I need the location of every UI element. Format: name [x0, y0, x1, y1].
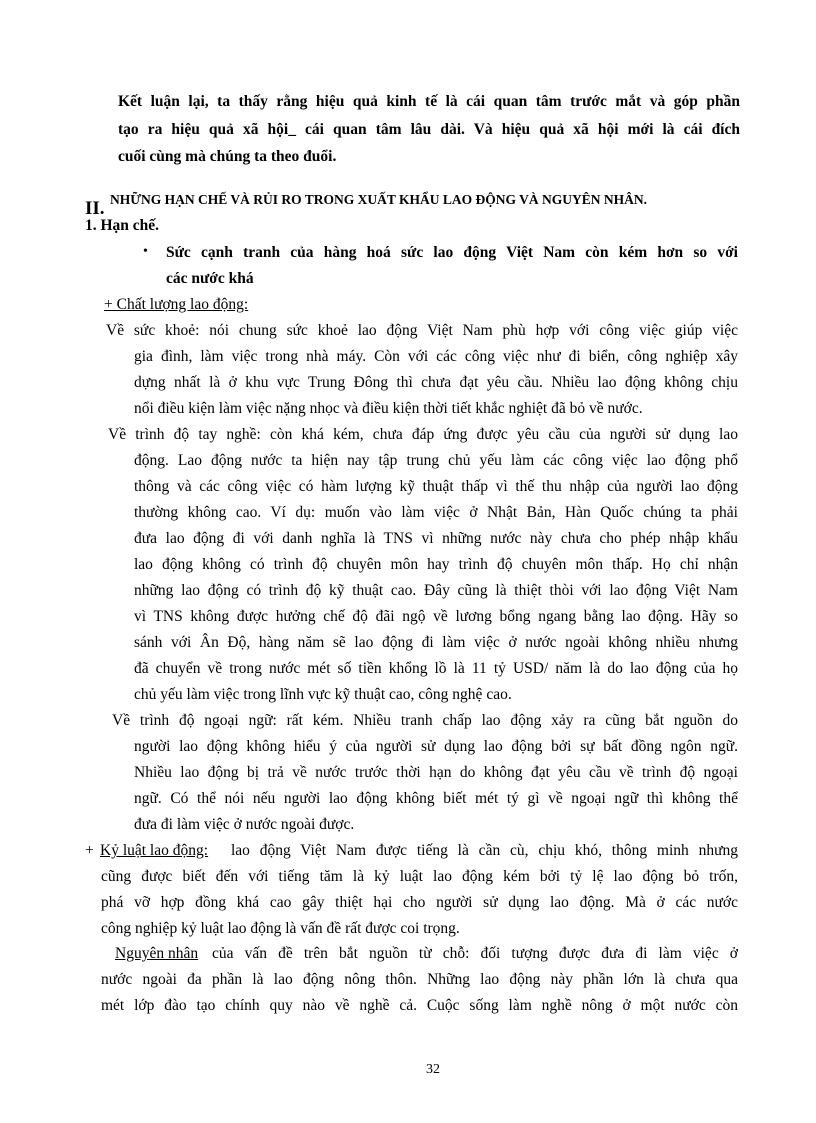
health-line: nổi điều kiện làm việc nặng nhọc và điều kiện thời tiết khắc nghiệt đã bỏ về nước.	[134, 400, 643, 417]
discipline-line: cũng được biết đến với tiếng tăm là kỷ luật lao động kém bởi tỷ lệ lao động bỏ trốn,	[101, 868, 738, 885]
quality-heading: + Chất lượng lao động:	[104, 296, 249, 313]
cause-heading: Nguyên nhân	[115, 945, 199, 962]
language-line: Về trình độ ngoại ngữ: rất kém. Nhiều tranh chấp lao động xảy ra cũng bắt nguồn do	[112, 712, 738, 729]
bullet-line: Sức cạnh tranh của hàng hoá sức lao động Việt Nam còn kém hơn so với	[166, 244, 738, 261]
conclusion-line: cuối cùng mà chúng ta theo đuổi.	[118, 148, 337, 165]
health-line: Về sức khoẻ: nói chung sức khoẻ lao động Việt Nam phù hợp với công việc giúp việc	[106, 322, 738, 339]
skill-line: đã chuyển về trong nước mét số tiền khổng lồ là 11 tỷ USD/ năm là do lao động của họ	[134, 660, 738, 677]
skill-line: thường không cao. Ví dụ: muốn vào làm việc ở Nhật Bản, Hàn Quốc chúng ta phải	[134, 504, 738, 521]
cause-line: mét lớp đào tạo chính quy nào về nghề cả. Cuộc sống làm nghề nông ở một nước còn	[101, 997, 738, 1014]
skill-line: lao động không có trình độ chuyên môn hay trình độ chuyên môn thấp. Họ chỉ nhận	[134, 556, 738, 573]
section-number: II.	[85, 198, 105, 219]
discipline-line: công nghiệp kỷ luật lao động là vấn đề rất được coi trọng.	[101, 920, 460, 937]
skill-line: vì TNS không được hưởng chế độ đãi ngộ về lương bổng ngang bằng lao động. Hãy so	[134, 608, 738, 625]
skill-line: Về trình độ tay nghề: còn khá kém, chưa đáp ứng được yêu cầu của người sử dụng lao	[108, 426, 738, 443]
section-title: NHỮNG HẠN CHẾ VÀ RỦI RO TRONG XUẤT KHẨU LAO ĐỘNG VÀ NGUYÊN NHÂN.	[110, 192, 648, 207]
page-number: 32	[426, 1062, 440, 1077]
health-line: dựng nhất là ở khu vực Trung Đông thì chưa đạt yêu cầu. Nhiều lao động không chịu	[134, 374, 738, 391]
language-line: Nhiều lao động bị trả về nước trước thời hạn do không đạt yêu cầu về trình độ ngoại	[134, 764, 738, 781]
skill-line: chủ yếu làm việc trong lĩnh vực kỹ thuật cao, công nghệ cao.	[134, 686, 512, 703]
language-line: ngữ. Có thể nói nếu người lao động không biết mét tý gì về ngoại ngữ thì không thể	[134, 790, 738, 807]
skill-line: những lao động có trình độ kỹ thuật cao. Đây cũng là thiệt thòi với lao động Việt Nam	[134, 582, 738, 599]
language-line: đưa đi làm việc ở nước ngoài được.	[134, 816, 355, 833]
skill-line: thông và các công việc có hàm lượng kỹ thuật thấp vì thế thu nhập của người lao động	[134, 478, 738, 495]
bullet-icon: •	[143, 244, 148, 259]
skill-line: đưa lao động đi với danh nghĩa là TNS vì những nước này chưa cho phép nhập khẩu	[134, 530, 738, 547]
discipline-prefix: +	[85, 842, 94, 859]
conclusion-line: tạo ra hiệu quả xã hội_ cái quan tâm lâu dài. Và hiệu quả xã hội mới là cái đích	[118, 121, 740, 138]
skill-line: sánh với Ân Độ, hàng năm sẽ lao động đi làm việc ở nước ngoài không nhiều nhưng	[134, 634, 738, 651]
cause-line: nước ngoài đa phần là lao động nông thôn. Những lao động này phần lớn là chưa qua	[101, 971, 738, 988]
health-line: gia đình, làm việc trong nhà máy. Còn với các công việc như đi biển, công nghiệp xây	[134, 348, 738, 365]
discipline-line: lao động Việt Nam được tiếng là cần cù, chịu khó, thông minh nhưng	[231, 842, 738, 859]
cause-line: của vấn đề trên bắt nguồn từ chỗ: đối tượng được đưa đi làm việc ở	[212, 945, 738, 962]
skill-line: động. Lao động nước ta hiện nay tập trung chủ yếu làm các công việc lao động phổ	[134, 452, 738, 469]
subsection-heading: 1. Hạn chế.	[85, 217, 160, 234]
conclusion-line: Kết luận lại, ta thấy rằng hiệu quả kinh tế là cái quan tâm trước mắt và góp phần	[118, 93, 740, 110]
discipline-heading: Kỷ luật lao động:	[100, 842, 209, 859]
language-line: người lao động không hiểu ý của người sử dụng lao động bởi sự bất đồng ngôn ngữ.	[134, 738, 738, 755]
discipline-line: phá vỡ hợp đồng khá cao gây thiệt hại cho người sử dụng lao động. Mà ở các nước	[101, 894, 738, 911]
bullet-line: các nước khá	[166, 270, 254, 287]
